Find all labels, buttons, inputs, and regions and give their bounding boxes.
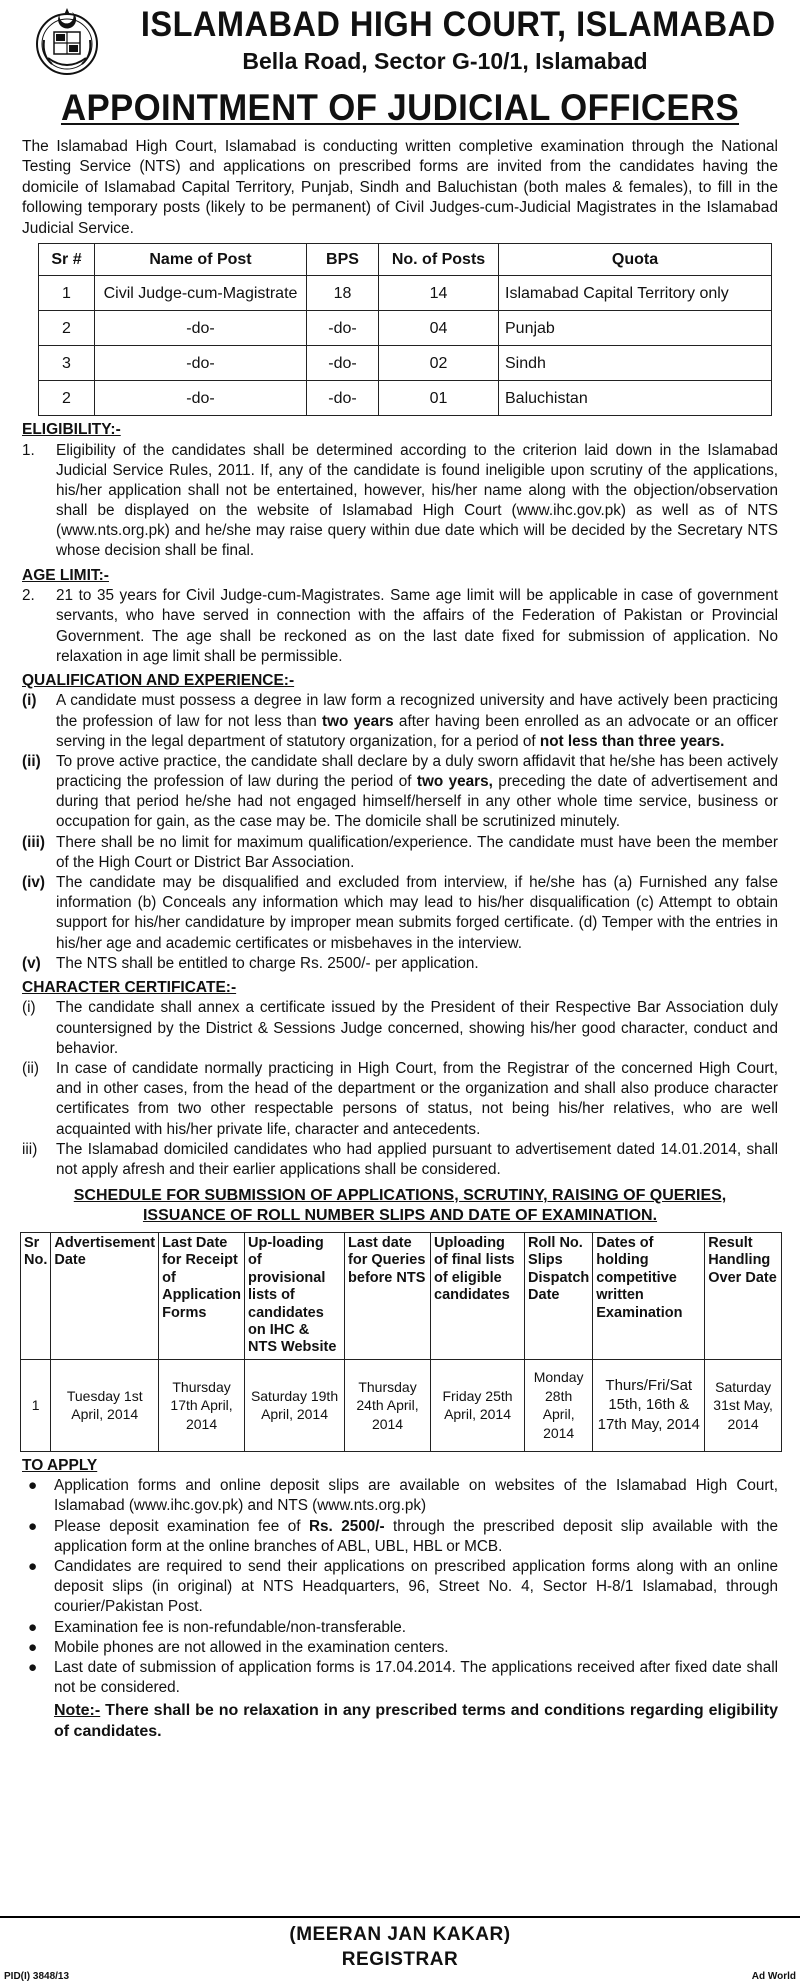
qualification-item [22, 873, 778, 954]
cell-bps: -do- [307, 311, 379, 346]
note-text: There shall be no relaxation in any prescribed terms and conditions regarding eligibility of candidates. [54, 1702, 778, 1741]
bullet-icon: ● [28, 1477, 38, 1495]
bullet-icon: ● [28, 1658, 38, 1676]
header-final-lists: Uploading of final lists of eligible candidates [431, 1233, 525, 1360]
bullet-icon: ● [28, 1517, 38, 1535]
cell-quota: Baluchistan [499, 381, 772, 416]
schedule-title [22, 1186, 778, 1226]
cell-sr: 1 [39, 276, 95, 311]
cell-exam-dates: Thurs/Fri/Sat 15th, 16th & 17th May, 2014 [593, 1359, 705, 1451]
bullet-icon: ● [28, 1618, 38, 1636]
item-number: (i) [22, 692, 37, 710]
list-item [22, 1638, 778, 1658]
cell-last-date-queries: Thursday 24th April, 2014 [345, 1359, 431, 1451]
header-bps: BPS [307, 244, 379, 276]
cell-sr: 2 [39, 311, 95, 346]
character-item [22, 1140, 778, 1180]
schedule-table-header [21, 1233, 782, 1360]
bullet-icon: ● [28, 1638, 38, 1656]
cell-result-date: Saturday 31st May, 2014 [705, 1359, 782, 1451]
cell-sr: 2 [39, 381, 95, 416]
cell-bps: -do- [307, 346, 379, 381]
cell-sr-no: 1 [21, 1359, 51, 1451]
list-item [22, 1618, 778, 1638]
cell-post: -do- [95, 311, 307, 346]
item-text: The Islamabad domiciled candidates who had applied pursuant to advertisement dated 14.01.2014, shall not apply afresh and their earlier applications shall be considered. [56, 1140, 778, 1178]
cell-no-posts: 02 [379, 346, 499, 381]
item-number: (ii) [22, 1059, 39, 1077]
schedule-title-line1: SCHEDULE FOR SUBMISSION OF APPLICATIONS, SCRUTINY, RAISING OF QUERIES, [73, 1187, 727, 1205]
qualification-item [22, 691, 778, 752]
cell-no-posts: 14 [379, 276, 499, 311]
item-number: 2. [22, 587, 35, 605]
item-text: There shall be no limit for maximum qualification/experience. The candidate must have been the member of the High Court or District Bar Association. [56, 833, 778, 871]
to-apply-heading: TO APPLY [22, 1456, 98, 1474]
header-no-posts: No. of Posts [379, 244, 499, 276]
item-text: A candidate must possess a degree in law form a recognized university and have actively been practicing the profession of law for not less than two years after having been enrolled as an advocate or an officer serving in the legal department of statutory organization, for a period of not less than three years. [56, 692, 778, 750]
table-row [21, 1359, 782, 1451]
age-limit-heading: AGE LIMIT:- [22, 566, 109, 584]
item-text: 21 to 35 years for Civil Judge-cum-Magistrates. Same age limit will be applicable in case of government servants, who have served in connection with the affairs of the Federation of Pakistan or Provincial Government. The age shall be reckoned as on the last date fixed for submission of application. No relaxation in age limit shall be permissible. [56, 587, 778, 665]
cell-no-posts: 01 [379, 381, 499, 416]
note [54, 1700, 778, 1742]
header-sr: Sr # [39, 244, 95, 276]
list-item [22, 1658, 778, 1698]
header-last-date-queries: Last date for Queries before NTS [345, 1233, 431, 1360]
intro-paragraph: The Islamabad High Court, Islamabad is conducting written completive examination through the National Testing Service (NTS) and applications on prescribed forms are invited from the candidates having the domicile of Islamabad Capital Territory, Punjab, Sindh and Baluchistan (both males & females), to fill in the following temporary posts (likely to be permanent) of Civil Judges-cum-Judicial Magistrates in the Islamabad Judicial Service. [22, 137, 778, 237]
pid-number: PID(I) 3848/13 [4, 1971, 70, 1982]
item-text: To prove active practice, the candidate shall declare by a duly sworn affidavit that he/she has been actively practicing the profession of law during the period of two years, preceding the date of advertisement and during that period he/she had not engaged himself/herself in any other whole time service, business or occupation for gain, as the case may be. The domicile shall be scrutinized minutely. [56, 752, 778, 831]
qualification-heading: QUALIFICATION AND EXPERIENCE:- [22, 671, 295, 689]
posts-table [38, 243, 772, 416]
agency-name: Ad World [751, 1971, 796, 1982]
signatory-designation: REGISTRAR [341, 1949, 459, 1971]
cell-no-posts: 04 [379, 311, 499, 346]
bullet-icon: ● [28, 1558, 38, 1576]
page-title: APPOINTMENT OF JUDICIAL OFFICERS [60, 87, 740, 128]
cell-last-date-receipt: Thursday 17th April, 2014 [159, 1359, 245, 1451]
cell-quota: Sindh [499, 346, 772, 381]
item-text: Eligibility of the candidates shall be determined according to the criterion laid down in the Islamabad Judicial Service Rules, 2011. If, any of the candidate is found ineligible upon scrutiny of the applications, his/her application shall not be entertained, however, his/her name along with the objection/observation shall be displayed on the website of Islamabad High Court (www.ihc.gov.pk) as well as of NTS (www.nts.org.pk) and he/she may raise query within due date which will be decided by the Secretary NTS whose decision shall be final. [56, 441, 778, 560]
table-row [39, 381, 772, 416]
item-number: iii) [22, 1140, 38, 1158]
item-text: Examination fee is non-refundable/non-transferable. [54, 1618, 407, 1636]
cell-advertisement-date: Tuesday 1st April, 2014 [51, 1359, 159, 1451]
header-result-date: Result Handling Over Date [705, 1233, 782, 1360]
posts-table-header [39, 244, 772, 276]
cell-post: Civil Judge-cum-Magistrate [95, 276, 307, 311]
item-number: (ii) [22, 752, 41, 770]
item-text: Last date of submission of application forms is 17.04.2014. The applications received after fixed date shall not be considered. [54, 1658, 778, 1697]
item-number: (v) [22, 954, 41, 972]
cell-bps: -do- [307, 381, 379, 416]
header-sr-no: Sr No. [21, 1233, 51, 1360]
cell-sr: 3 [39, 346, 95, 381]
note-label: Note:- [54, 1702, 101, 1720]
table-row [39, 346, 772, 381]
header-last-date-receipt: Last Date for Receipt of Application Forms [159, 1233, 245, 1360]
item-text: Application forms and online deposit slips are available on websites of the Islamabad High Court, Islamabad (www.ihc.gov.pk) and NTS (www.nts.org.pk) [54, 1477, 778, 1515]
item-number: (iv) [22, 874, 45, 892]
cell-post: -do- [95, 381, 307, 416]
item-number: (i) [22, 999, 36, 1017]
item-text: The candidate shall annex a certificate issued by the President of their Respective Bar Association duly countersigned by the District & Sessions Judge concerned, showing his/her good character, conduct and behavior. [56, 999, 778, 1057]
header-roll-no-slips: Roll No. Slips Dispatch Date [525, 1233, 593, 1360]
item-number: 1. [22, 441, 35, 459]
list-item [22, 1557, 778, 1618]
header-post: Name of Post [95, 244, 307, 276]
footer [0, 1922, 800, 1982]
age-limit-item [22, 586, 778, 667]
cell-post: -do- [95, 346, 307, 381]
item-text: Please deposit examination fee of Rs. 2500/- through the prescribed deposit slip available with the application form at the online branches of ABL, UBL, HBL or MCB. [54, 1517, 779, 1555]
item-text: In case of candidate normally practicing in High Court, from the Registrar of the concerned High Court, and in other cases, from the head of the department or the organization and shall also produce character certificates from two other respectable persons of status, not being his/her relatives, who are well acquainted with his/her private life, character and antecedents. [56, 1059, 778, 1138]
cell-quota: Punjab [499, 311, 772, 346]
qualification-item [22, 954, 778, 974]
list-item [22, 1517, 778, 1557]
qualification-item [22, 833, 778, 873]
schedule-table [20, 1232, 782, 1452]
schedule-title-line2: ISSUANCE OF ROLL NUMBER SLIPS AND DATE OF EXAMINATION. [142, 1207, 658, 1225]
header-exam-dates: Dates of holding competitive written Examination [593, 1233, 705, 1360]
cell-provisional-lists: Saturday 19th April, 2014 [245, 1359, 345, 1451]
item-text: Mobile phones are not allowed in the examination centers. [54, 1638, 449, 1656]
eligibility-item [22, 441, 778, 562]
item-text: The candidate may be disqualified and excluded from interview, if he/she has (a) Furnished any false information (b) Conceals any information which may lead to his/her disqualification (c) Attempt to obtain support for his/her candidature by improper mean submits forged certificate. (d) Temper with the entries in his/her age and academic certificates or misbehaves in the interview. [56, 874, 778, 952]
to-apply-list [22, 1476, 778, 1698]
item-text: Candidates are required to send their applications on prescribed application forms along with an online deposit slips (in original) at NTS Headquarters, 96, Street No. 4, Sector H-8/1 Islamabad, through courier/Pakistan Post. [54, 1558, 778, 1616]
header-quota: Quota [499, 244, 772, 276]
character-heading: CHARACTER CERTIFICATE:- [22, 978, 237, 996]
character-item [22, 998, 778, 1059]
character-item [22, 1059, 778, 1140]
divider [0, 1916, 800, 1918]
item-number: (iii) [22, 833, 45, 851]
court-address: Bella Road, Sector G-10/1, Islamabad [242, 48, 648, 74]
signatory-name: (MEERAN JAN KAKAR) [289, 1924, 511, 1945]
list-item [22, 1476, 778, 1516]
court-name: ISLAMABAD HIGH COURT, ISLAMABAD [140, 5, 776, 44]
court-emblem-icon [34, 4, 100, 80]
item-text: The NTS shall be entitled to charge Rs. 2500/- per application. [56, 954, 479, 972]
cell-quota: Islamabad Capital Territory only [499, 276, 772, 311]
header-provisional-lists: Up-loading of provisional lists of candidates on IHC & NTS Website [245, 1233, 345, 1360]
table-row [39, 276, 772, 311]
header [22, 0, 778, 88]
cell-final-lists: Friday 25th April, 2014 [431, 1359, 525, 1451]
qualification-item [22, 752, 778, 833]
header-advertisement-date: Advertisement Date [51, 1233, 159, 1360]
table-row [39, 311, 772, 346]
eligibility-heading: ELIGIBILITY:- [22, 421, 121, 439]
cell-bps: 18 [307, 276, 379, 311]
cell-roll-no-slips: Monday 28th April, 2014 [525, 1359, 593, 1451]
